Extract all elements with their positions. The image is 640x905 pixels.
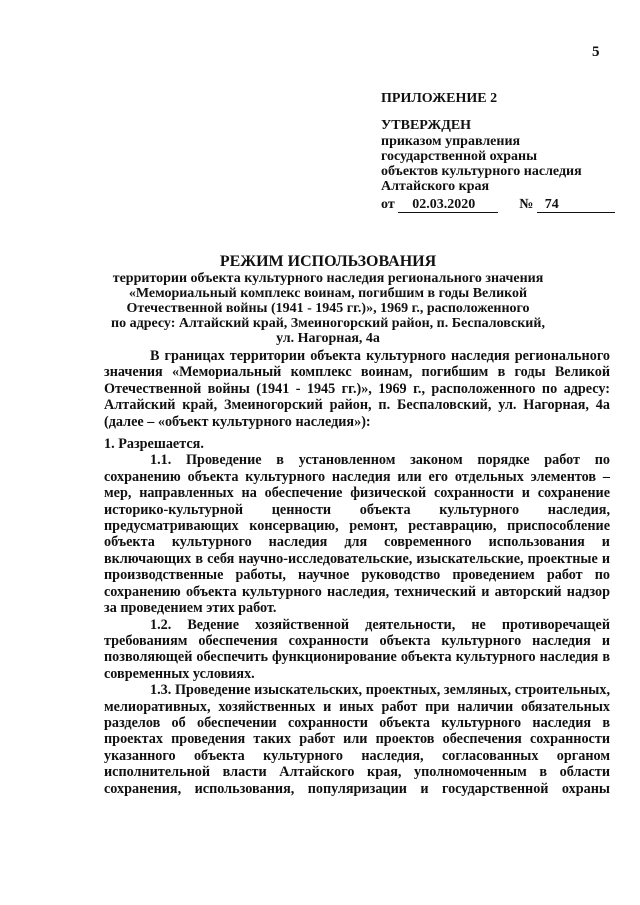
approved-label: УТВЕРЖДЕН — [381, 118, 472, 133]
heading-line: «Мемориальный комплекс воинам, погибшим в годы Великой — [128, 286, 528, 301]
order-date-number — [381, 197, 621, 213]
page-number: 5 — [592, 44, 600, 60]
order-date: 02.03.2020 — [398, 197, 498, 213]
approval-line: объектов культурного наследия — [381, 164, 582, 179]
heading-line: Отечественной войны (1941 - 1945 гг.)», 1969 г., расположенного — [126, 301, 530, 316]
number-label: № — [519, 197, 534, 212]
appendix-title: ПРИЛОЖЕНИЕ 2 — [381, 91, 498, 106]
heading-line: территории объекта культурного наследия регионального значения — [112, 271, 544, 286]
approval-line: приказом управления — [381, 134, 521, 149]
document-heading — [108, 253, 548, 346]
item-1-2: 1.2. Ведение хозяйственной деятельности, не противоречащей требованиям обеспечения сохранности объекта культурного наследия и позволяющей обеспечить функционирование объекта культурного наследия в современных условиях. — [104, 616, 610, 682]
order-number: 74 — [537, 197, 615, 213]
intro-paragraph: В границах территории объекта культурного наследия регионального значения «Мемориальный комплекс воинам, погибшим в годы Великой Отечественной войны (1941 - 1945 гг.)», 1969 г., расположенного по адресу: Алтайский край, Змеиногорский район, п. Беспаловский, ул. Нагорная, 4а (далее – «объект культурного наследия»): — [104, 348, 610, 430]
from-label: от — [381, 197, 395, 212]
document-body — [104, 348, 610, 797]
approval-line: Алтайского края — [381, 179, 490, 194]
item-1-1: 1.1. Проведение в установленном законом порядке работ по сохранению объекта культурного наследия или его отдельных элементов – мер, направленных на обеспечение физической сохранности и сохранение историко-культурной ценности объекта культурного наследия, предусматривающих консервацию, ремонт, реставрацию, приспособление объекта культурного наследия для современного использования и включающих в себя научно-исследовательские, изыскательские, проектные и производственные работы, научное руководство проведением работ по сохранению объекта культурного наследия, технический и авторский надзор за проведением этих работ. — [104, 452, 610, 617]
section-1-title: 1. Разрешается. — [104, 436, 204, 453]
approval-block — [381, 91, 621, 213]
heading-line: по адресу: Алтайский край, Змеиногорский район, п. Беспаловский, — [111, 316, 545, 331]
approval-line: государственной охраны — [381, 149, 538, 164]
item-1-3: 1.3. Проведение изыскательских, проектных, земляных, строительных, мелиоративных, хозяйственных и иных работ при наличии обязательных разделов об обеспечении сохранности объекта культурного наследия в проектах проведения таких работ или проектов обеспечения сохранности указанного объекта культурного наследия, согласованных органом исполнительной власти Алтайского края, уполномоченным в области сохранения, использования, популяризации и государственной охраны — [104, 682, 610, 797]
heading-line: ул. Нагорная, 4а — [276, 331, 380, 346]
document-title: РЕЖИМ ИСПОЛЬЗОВАНИЯ — [219, 253, 437, 270]
